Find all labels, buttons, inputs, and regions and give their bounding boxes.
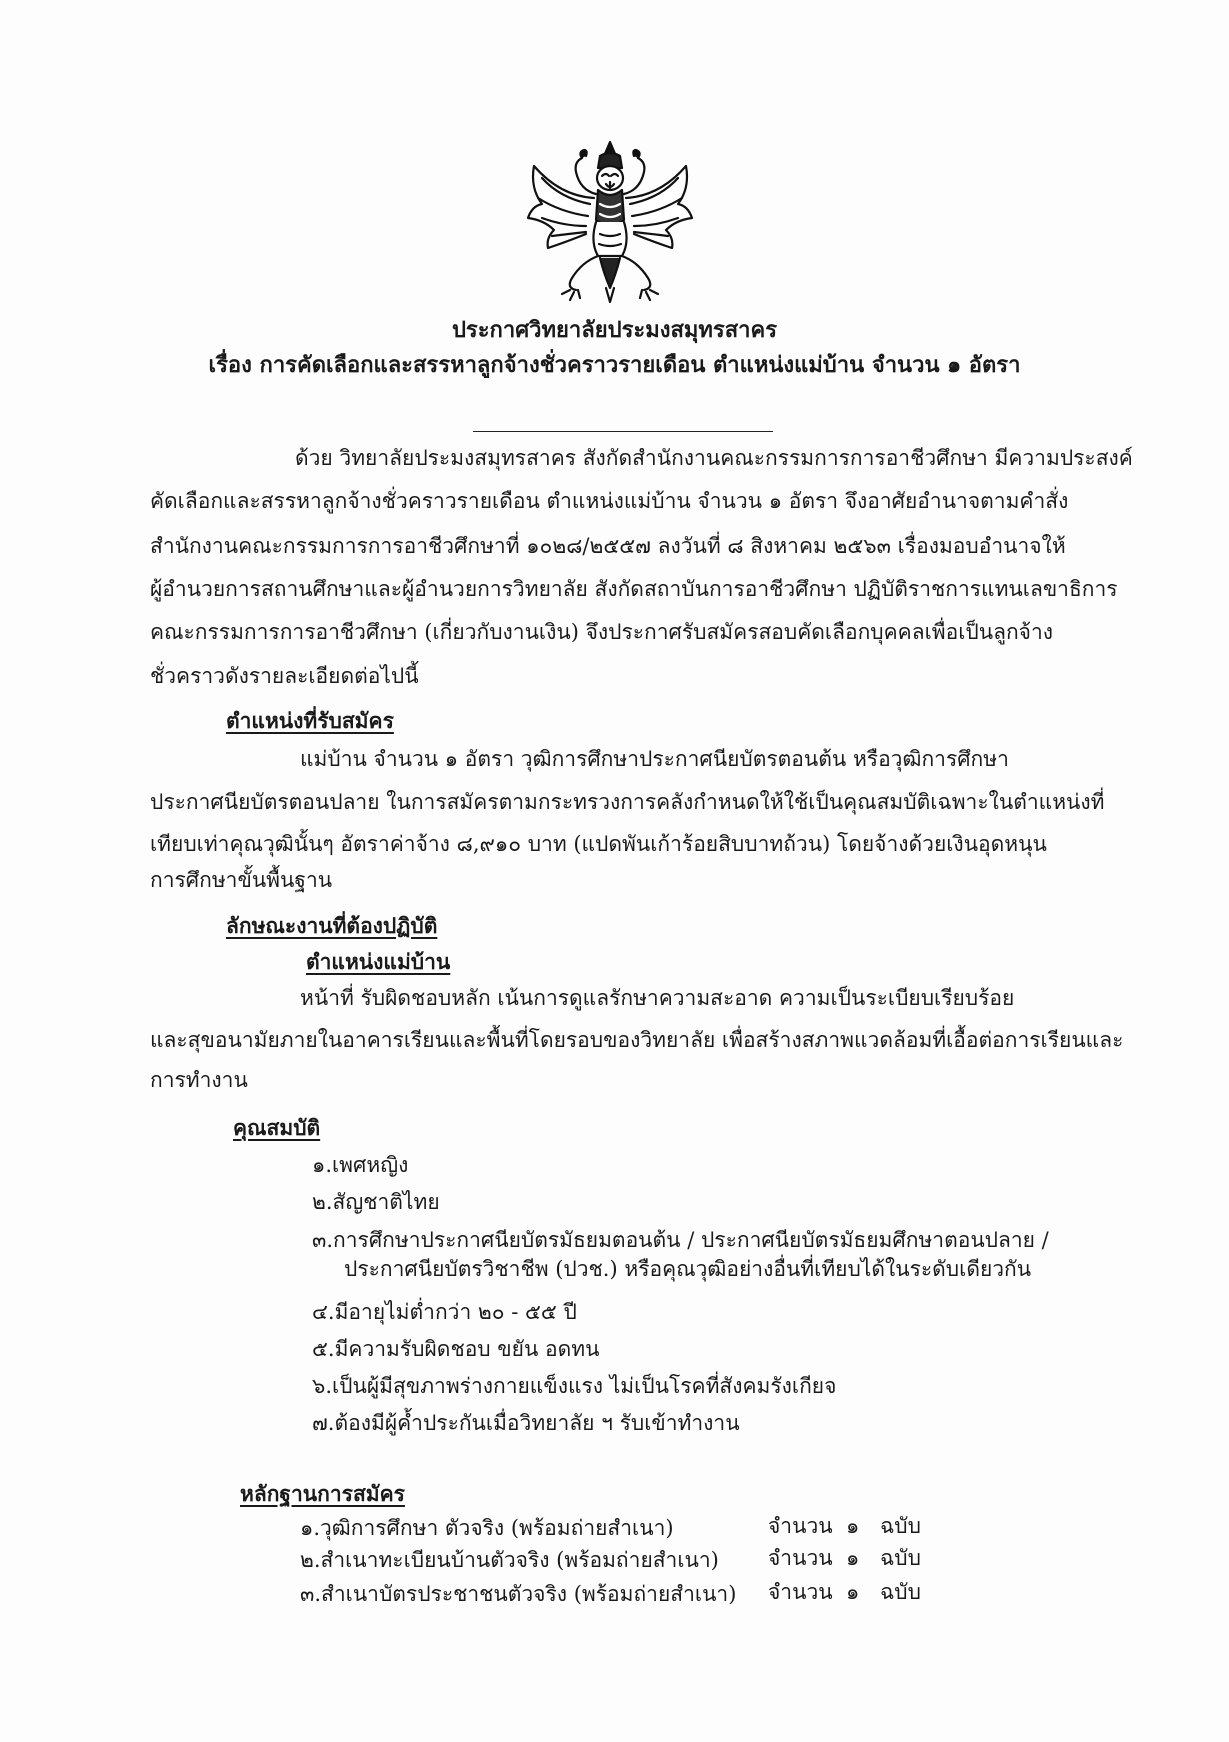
qualification-item: ๓.การศึกษาประกาศนียบัตรมัธยมตอนต้น / ประกาศนียบัตรมัธยมศึกษาตอนปลาย / xyxy=(312,1228,1049,1252)
evidence-count: ๑ xyxy=(846,1546,860,1570)
title-divider xyxy=(473,431,773,432)
intro-line-3: สำนักงานคณะกรรมการการอาชีวศึกษาที่ ๑๐๒๘/๒๕๕๗ ลงวันที่ ๘ สิงหาคม ๒๕๖๓ เรื่องมอบอำนาจให้ xyxy=(150,534,1066,558)
intro-line-2: คัดเลือกและสรรหาลูกจ้างชั่วคราวรายเดือน ตำแหน่งแม่บ้าน จำนวน ๑ อัตรา จึงอาศัยอำนาจตามคำสั่ง xyxy=(150,489,1069,513)
qualification-item: ๗.ต้องมีผู้ค้ำประกันเมื่อวิทยาลัย ฯ รับเข้าทำงาน xyxy=(312,1411,740,1435)
intro-line-1: ด้วย วิทยาลัยประมงสมุทรสาคร สังกัดสำนักงานคณะกรรมการการอาชีวศึกษา มีความประสงค์ xyxy=(295,446,1133,470)
qualification-item: ๑.เพศหญิง xyxy=(312,1153,409,1177)
position-line-3: เทียบเท่าคุณวุฒินั้นๆ อัตราค่าจ้าง ๘,๙๑๐ บาท (แปดพันเก้าร้อยสิบบาทถ้วน) โดยจ้างด้วยเงินอุดหนุน xyxy=(150,832,1047,856)
position-line-4: การศึกษาขั้นพื้นฐาน xyxy=(150,868,333,892)
evidence-count: ๑ xyxy=(846,1580,860,1604)
evidence-count-label: จำนวน xyxy=(768,1580,833,1604)
evidence-count: ๑ xyxy=(846,1514,860,1538)
evidence-unit: ฉบับ xyxy=(880,1580,921,1604)
evidence-heading: หลักฐานการสมัคร xyxy=(240,1481,405,1506)
qualifications-heading: คุณสมบัติ xyxy=(233,1115,321,1140)
announcement-title: ประกาศวิทยาลัยประมงสมุทรสาคร xyxy=(451,317,778,343)
evidence-doc: ๑.วุฒิการศึกษา ตัวจริง (พร้อมถ่ายสำเนา) xyxy=(300,1516,674,1540)
duties-subheading: ตำแหน่งแม่บ้าน xyxy=(306,949,451,974)
evidence-unit: ฉบับ xyxy=(880,1546,921,1570)
qualification-item-continued: ประกาศนียบัตรวิชาชีพ (ปวช.) หรือคุณวุฒิอย่างอื่นที่เทียบได้ในระดับเดียวกัน xyxy=(344,1257,1032,1281)
duties-line-1: หน้าที่ รับผิดชอบหลัก เน้นการดูแลรักษาความสะอาด ความเป็นระเบียบเรียบร้อย xyxy=(300,986,1015,1010)
duties-line-2: และสุขอนามัยภายในอาคารเรียนและพื้นที่โดยรอบของวิทยาลัย เพื่อสร้างสภาพแวดล้อมที่เอื้อต่อการเรียนและ xyxy=(150,1028,1124,1052)
qualification-item: ๔.มีอายุไม่ต่ำกว่า ๒๐ - ๕๕ ปี xyxy=(312,1300,577,1324)
duties-line-3: การทำงาน xyxy=(150,1068,248,1092)
position-line-1: แม่บ้าน จำนวน ๑ อัตรา วุฒิการศึกษาประกาศนียบัตรตอนต้น หรือวุฒิการศึกษา xyxy=(300,747,1009,771)
qualification-item: ๒.สัญชาติไทย xyxy=(312,1190,440,1214)
evidence-doc: ๒.สำเนาทะเบียนบ้านตัวจริง (พร้อมถ่ายสำเนา) xyxy=(300,1548,719,1572)
position-line-2: ประกาศนียบัตรตอนปลาย ในการสมัครตามกระทรวงการคลังกำหนดให้ใช้เป็นคุณสมบัติเฉพาะในตำแหน่งที่ xyxy=(150,790,1105,814)
announcement-subject: เรื่อง การคัดเลือกและสรรหาลูกจ้างชั่วคราวรายเดือน ตำแหน่งแม่บ้าน จำนวน ๑ อัตรา xyxy=(208,352,1021,378)
qualification-item: ๖.เป็นผู้มีสุขภาพร่างกายแข็งแรง ไม่เป็นโรคที่สังคมรังเกียจ xyxy=(312,1374,837,1398)
garuda-emblem-icon xyxy=(520,138,700,306)
intro-line-4: ผู้อำนวยการสถานศึกษาและผู้อำนวยการวิทยาลัย สังกัดสถาบันการอาชีวศึกษา ปฏิบัติราชการแทนเลขาธิการ xyxy=(150,577,1118,601)
evidence-doc: ๓.สำเนาบัตรประชาชนตัวจริง (พร้อมถ่ายสำเนา) xyxy=(300,1582,737,1606)
intro-line-6: ชั่วคราวดังรายละเอียดต่อไปนี้ xyxy=(150,664,419,688)
evidence-count-label: จำนวน xyxy=(768,1546,833,1570)
intro-line-5: คณะกรรมการการอาชีวศึกษา (เกี่ยวกับงานเงิน) จึงประกาศรับสมัครสอบคัดเลือกบุคคลเพื่อเป็นลูกจ้าง xyxy=(150,620,1054,644)
evidence-unit: ฉบับ xyxy=(880,1514,921,1538)
qualification-item: ๕.มีความรับผิดชอบ ขยัน อดทน xyxy=(312,1337,600,1361)
evidence-count-label: จำนวน xyxy=(768,1514,833,1538)
position-heading: ตำแหน่งที่รับสมัคร xyxy=(226,708,394,733)
duties-heading: ลักษณะงานที่ต้องปฏิบัติ xyxy=(226,913,438,938)
